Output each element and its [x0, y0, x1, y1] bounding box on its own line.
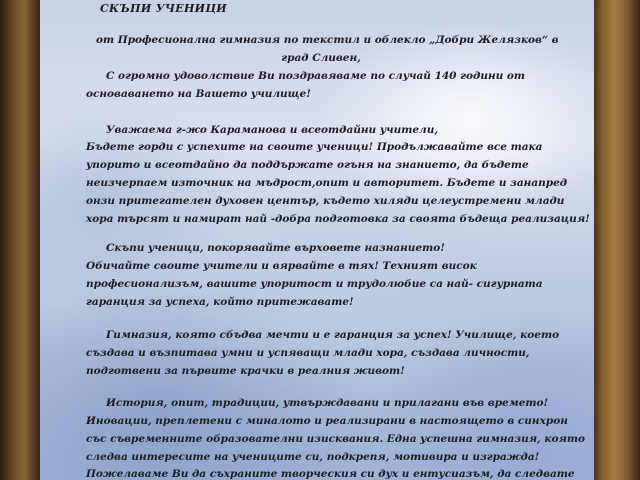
header-line-2: град Сливен,	[281, 52, 361, 64]
p2-line-2: Обичайте своите учители и вярвайте в тях! Техният висок	[86, 260, 477, 272]
p3-line-3: подготвени за първите крачки в реалния живот!	[86, 365, 405, 377]
p1-line-3: упорито и всеотдайно да поддържате огъня на знанието, да бъдете	[86, 159, 529, 171]
header-line-4: основаването на Вашето училище!	[86, 88, 311, 100]
p1-line-2: Бъдете горди с успехите на своите ученици! Продължавайте все така	[86, 141, 543, 153]
p2-line-4: гаранция за успеха, който притежавате!	[86, 296, 354, 308]
p1-line-6: хора търсят и намират най -добра подготовка за своята бъдеща реализация!	[86, 213, 590, 225]
p4-line-4: следва интересите на учениците си, подкрепя, мотивира и изгражда!	[86, 451, 540, 463]
letter-title: СКЪПИ УЧЕНИЦИ	[100, 2, 227, 15]
p1-line-4: неизчерпаем източник на мъдрост,опит и авторитет. Бъдете и занапред	[86, 177, 568, 189]
header-line-3: С огромно удоволствие Ви поздравяваме по случай 140 години от	[106, 70, 526, 82]
frame-left-edge	[0, 0, 40, 480]
p2-line-3: професионализъм, вашите упоритост и трудолюбие са най- сигурната	[86, 278, 543, 290]
letter-paper	[40, 0, 594, 480]
p2-line-1: Скъпи ученици, покорявайте върховете назнанието!	[106, 242, 445, 254]
p1-line-1: Уважаема г-жо Караманова и всеотдайни учители,	[106, 124, 439, 136]
p3-line-2: създава и възпитава умни и успяващи млади хора, създава личности,	[86, 347, 530, 359]
p4-line-5: Пожелаваме Ви да съхраните творческия си дух и ентусиазъм, да следвате	[86, 468, 575, 480]
p3-line-1: Гимназия, която сбъдва мечти и е гаранция за успех! Училище, което	[106, 329, 560, 341]
p4-line-1: История, опит, традиции, утвърждавани и прилагани във времето!	[106, 397, 549, 409]
frame-right-edge	[594, 0, 640, 480]
p4-line-2: Иновации, преплетени с миналото и реализирани в настоящето в синхрон	[86, 415, 568, 427]
p1-line-5: онзи притегателен духовен център, където хиляди целеустремени млади	[86, 195, 565, 207]
header-line-1: от Професионална гимназия по текстил и облекло „Добри Желязков“ в	[96, 34, 559, 46]
p4-line-3: със съвременните образователни изисквания. Една успешна гимназия, която	[86, 433, 585, 445]
